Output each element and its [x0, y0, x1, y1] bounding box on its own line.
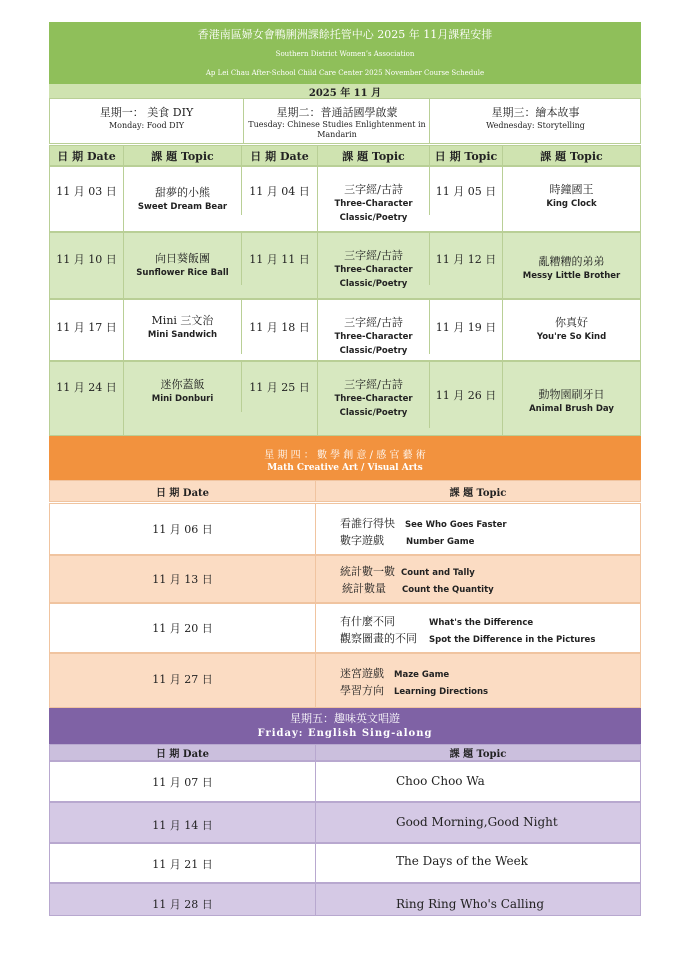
mon-date: 11 月 17 日	[56, 321, 117, 334]
mon-date: 11 月 10 日	[56, 253, 117, 266]
tue-date: 11 月 11 日	[241, 233, 317, 285]
topic-en: Sunflower Rice Ball	[136, 268, 229, 278]
topic-zh: 看誰行得快	[340, 517, 395, 530]
friday-col-header	[49, 744, 641, 761]
topic-en: Classic/Poetry	[339, 408, 408, 418]
tue-topic	[317, 362, 429, 435]
wed-topic	[502, 300, 640, 360]
friday-topic: The Days of the Week	[315, 844, 640, 882]
col-wed-topic: 課 題 Topic	[502, 146, 640, 165]
table-row	[49, 603, 641, 653]
friday-topic: Ring Ring Who's Calling	[315, 884, 640, 915]
thursday-col-topic: 課 題 Topic	[315, 481, 640, 501]
topic-en: What's the Difference	[429, 618, 534, 628]
table-row	[49, 653, 641, 708]
topic-zh: 三字經/古詩	[344, 249, 403, 262]
topic-en: Three-Character	[334, 332, 413, 342]
thursday-col-header	[49, 480, 641, 502]
friday-date: 11 月 28 日	[152, 898, 213, 911]
topic-en: Mini Sandwich	[147, 330, 218, 340]
month-banner: 2025 年 11 月	[49, 84, 641, 98]
friday-date: 11 月 21 日	[152, 858, 213, 871]
wed-date: 11 月 26 日	[429, 362, 502, 428]
thursday-subtitle: Math Creative Art / Visual Arts	[267, 463, 423, 473]
thursday-title: 星 期 四 ： 數 學 創 意 / 感 官 藝 術	[264, 449, 426, 461]
friday-banner	[49, 708, 641, 744]
thursday-banner	[49, 436, 641, 480]
mon-date: 11 月 03 日	[56, 185, 117, 198]
topic-en: Classic/Poetry	[339, 213, 408, 223]
topic-zh: 統計數一數	[340, 565, 395, 578]
topic-en: Three-Character	[334, 394, 413, 404]
wed-topic	[502, 167, 640, 231]
col-wed-date: 日 期 Topic	[429, 146, 502, 165]
thursday-topic	[315, 556, 640, 602]
thursday-date: 11 月 06 日	[152, 523, 213, 536]
friday-col-date: 日 期 Date	[155, 749, 210, 760]
topic-zh: 學習方向	[340, 684, 384, 697]
mon-topic	[123, 167, 241, 231]
topic-zh: 動物園刷牙日	[538, 388, 605, 401]
mon-topic	[123, 362, 241, 435]
table-row	[49, 883, 641, 916]
monday-title: 星期一： 美食 DIY	[99, 106, 194, 119]
wednesday-subtitle: Wednesday: Storytelling	[486, 120, 585, 130]
topic-zh: 三字經/古詩	[344, 183, 403, 196]
topic-zh: 三字經/古詩	[344, 378, 403, 391]
topic-zh: 時鐘國王	[549, 183, 594, 196]
topic-en: Classic/Poetry	[339, 279, 408, 289]
table-row	[49, 802, 641, 843]
thursday-topic	[315, 604, 640, 652]
mon-topic	[123, 233, 241, 298]
topic-en: Mini Donburi	[151, 394, 214, 404]
header-center: Ap Lei Chau After-School Child Care Center 2025 November Course Schedule	[205, 69, 485, 77]
day-header-row	[49, 98, 641, 144]
topic-en: Count the Quantity	[402, 585, 494, 595]
friday-topic: Choo Choo Wa	[315, 762, 640, 801]
col-tue-date: 日 期 Date	[241, 146, 317, 165]
monday-header	[50, 99, 243, 143]
tuesday-header	[243, 99, 429, 143]
table-row	[49, 503, 641, 555]
table-row	[49, 361, 641, 436]
table-row	[49, 299, 641, 361]
topic-en: Number Game	[406, 537, 475, 547]
weekly-table	[49, 166, 641, 436]
header-banner	[49, 22, 641, 84]
friday-date: 11 月 14 日	[152, 818, 213, 832]
tue-topic	[317, 167, 429, 231]
tuesday-title: 星期二：普通話國學啟蒙	[276, 106, 398, 119]
col-mon-topic: 課 題 Topic	[123, 146, 241, 165]
topic-en: King Clock	[546, 199, 597, 209]
header-title: 香港南區婦女會鴨脷洲課餘托管中心 2025 年 11月課程安排	[197, 28, 493, 41]
thursday-date: 11 月 20 日	[152, 622, 213, 635]
thursday-date: 11 月 13 日	[152, 573, 213, 586]
wed-date: 11 月 05 日	[429, 167, 502, 215]
tue-topic	[317, 233, 429, 298]
friday-date: 11 月 07 日	[152, 775, 213, 789]
topic-en: You're So Kind	[536, 332, 607, 342]
header-org: Southern District Women’s Association	[275, 50, 415, 58]
friday-col-topic: 課 題 Topic	[315, 745, 640, 760]
col-mon-date: 日 期 Date	[57, 149, 116, 163]
topic-zh: 甜夢的小熊	[155, 186, 210, 199]
wed-topic	[502, 362, 640, 435]
table-row	[49, 166, 641, 232]
wednesday-header	[429, 99, 640, 143]
col-tue-topic: 課 題 Topic	[317, 146, 429, 165]
topic-en: Sweet Dream Bear	[137, 202, 228, 212]
topic-zh: 迷你蓋飯	[160, 378, 205, 391]
topic-en: Learning Directions	[394, 687, 489, 697]
tue-date: 11 月 18 日	[241, 300, 317, 354]
table-row	[49, 843, 641, 883]
column-header-row	[49, 145, 641, 166]
topic-zh: 向日葵飯團	[155, 252, 210, 265]
wednesday-title: 星期三：繪本故事	[491, 106, 580, 119]
tue-topic	[317, 300, 429, 360]
mon-date: 11 月 24 日	[56, 381, 117, 394]
topic-zh: 觀察圖畫的不同	[340, 632, 417, 645]
topic-zh: 有什麼不同	[340, 615, 395, 628]
thursday-topic	[315, 654, 640, 707]
tue-date: 11 月 04 日	[241, 167, 317, 215]
table-row	[49, 761, 641, 802]
topic-en: Three-Character	[334, 265, 413, 275]
table-row	[49, 555, 641, 603]
topic-en: Three-Character	[334, 199, 413, 209]
topic-zh: 迷宮遊戲	[340, 667, 384, 680]
topic-en: See Who Goes Faster	[405, 520, 507, 530]
topic-zh: Mini 三文治	[151, 314, 214, 327]
wed-date: 11 月 19 日	[429, 300, 502, 354]
friday-table	[49, 761, 641, 916]
tuesday-subtitle: Tuesday: Chinese Studies Enlightenment in Mandarin	[248, 120, 426, 139]
topic-zh: 亂糟糟的弟弟	[538, 255, 605, 268]
thursday-table	[49, 503, 641, 708]
wed-date: 11 月 12 日	[429, 233, 502, 285]
wed-topic	[502, 233, 640, 298]
friday-topic: Good Morning,Good Night	[315, 803, 640, 842]
tue-date: 11 月 25 日	[241, 362, 317, 412]
monday-subtitle: Monday: Food DIY	[108, 120, 185, 130]
thursday-topic	[315, 504, 640, 554]
topic-zh: 數字遊戲	[340, 534, 384, 547]
thursday-col-date: 日 期 Date	[155, 487, 210, 499]
topic-en: Classic/Poetry	[339, 346, 408, 356]
topic-zh: 你真好	[555, 316, 588, 329]
thursday-date: 11 月 27 日	[152, 673, 213, 686]
topic-zh: 統計數量	[342, 582, 386, 595]
topic-zh: 三字經/古詩	[344, 316, 403, 329]
friday-title: 星期五：趣味英文唱遊	[290, 712, 400, 725]
topic-en: Spot the Difference in the Pictures	[429, 635, 596, 645]
topic-en: Animal Brush Day	[529, 404, 614, 414]
topic-en: Messy Little Brother	[522, 271, 621, 281]
topic-en: Maze Game	[394, 670, 450, 680]
table-row	[49, 232, 641, 299]
topic-en: Count and Tally	[401, 568, 475, 578]
mon-topic	[123, 300, 241, 360]
friday-subtitle: Friday: English Sing-along	[257, 727, 433, 739]
